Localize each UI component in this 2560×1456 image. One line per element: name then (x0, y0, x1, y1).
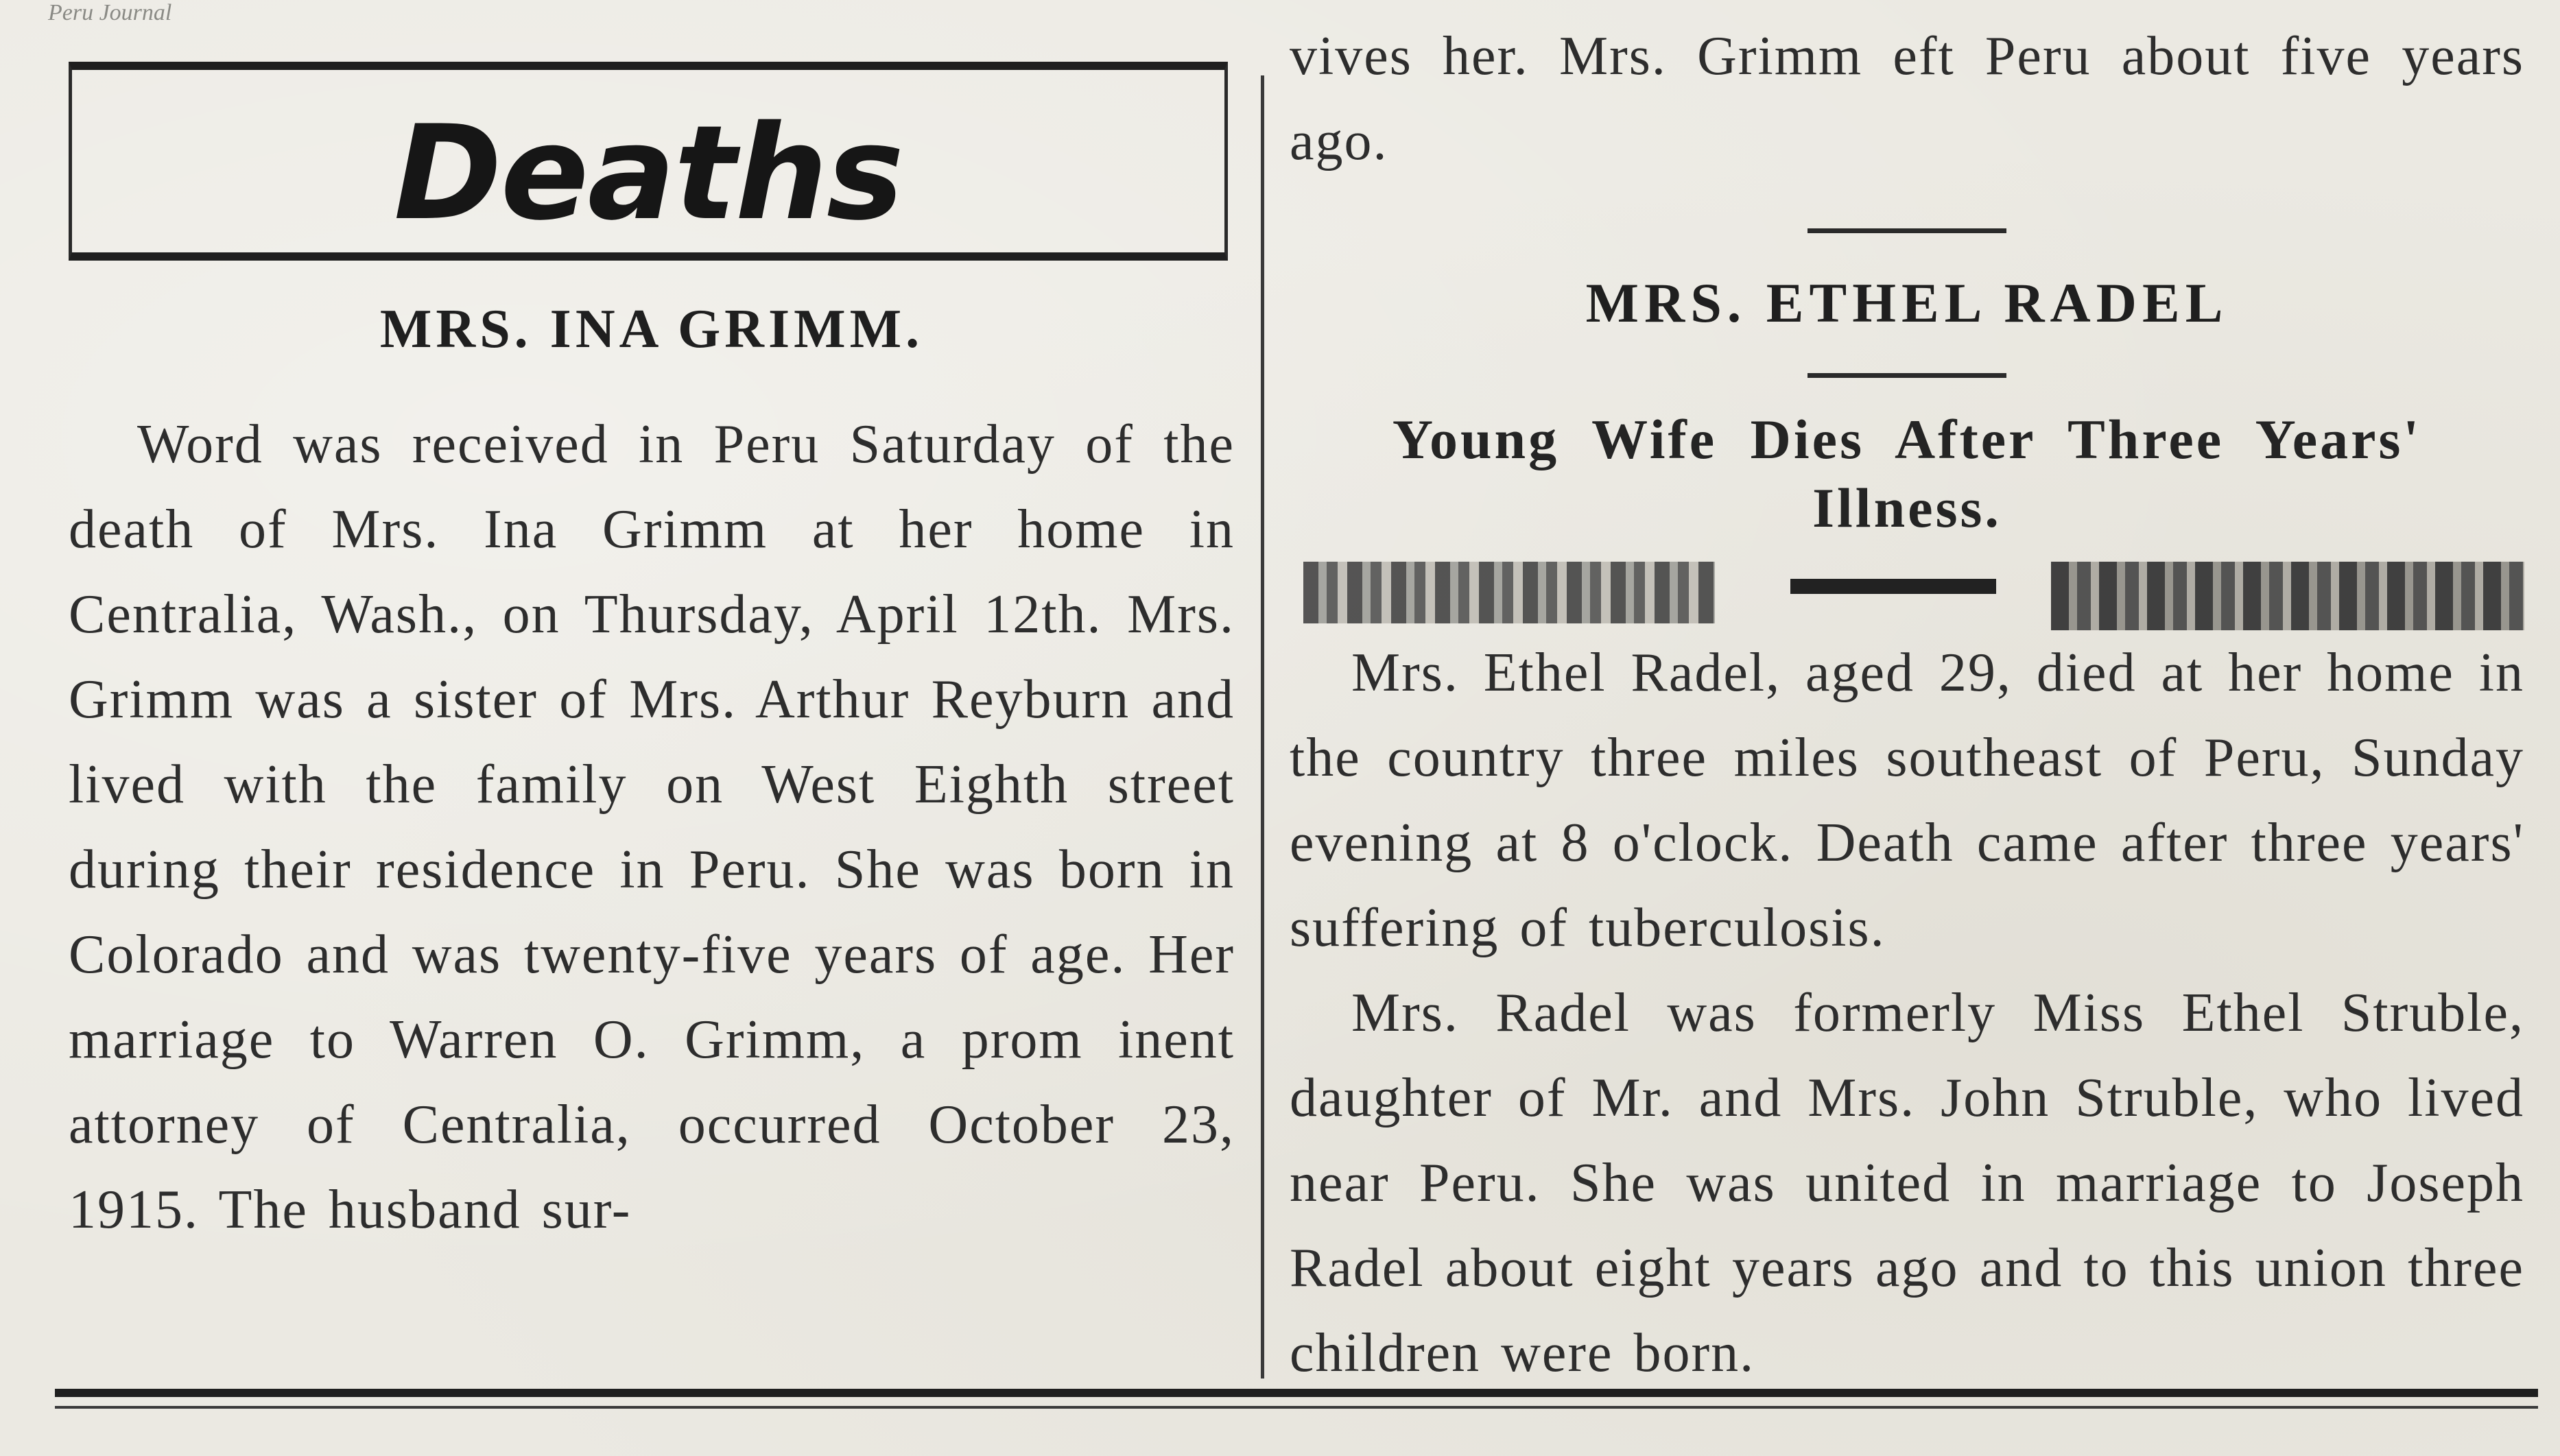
column-divider (1261, 75, 1264, 1379)
smudge-dash (1790, 579, 1996, 594)
obituary-continuation-grimm: vives her. Mrs. Grimm eft Peru about five years ago. (1290, 26, 2524, 171)
obituary-body-grimm: Word was received in Peru Saturday of the death of Mrs. Ina Grimm at her home in Centralia, Wash., on Thursday, April 12th. Mrs. Grimm was a sister of Mrs. Arthur Reyburn and lived with the family on West Eighth street during their residence in Peru. She was born in Colorado and was twenty-five years of age. Her marriage to Warren O. Grimm, a prom inent attorney of Centralia, occurred October 23, 1915. The husband sur- (69, 414, 1235, 1240)
right-column (1290, 14, 2524, 1396)
obituary-subheadline-radel: Young Wife Dies After Three Years' Illness. (1392, 408, 2422, 539)
bottom-rule-thin (55, 1406, 2538, 1409)
section-title: Deaths (394, 97, 903, 249)
obituary-body-radel-2: Mrs. Radel was formerly Miss Ethel Struble, daughter of Mr. and Mrs. John Struble, who lived near Peru. She was united in marriage to Joseph Radel about eight years ago and to this union three children were born. (1290, 983, 2524, 1383)
section-title-box (69, 62, 1228, 261)
bottom-rule (55, 1389, 2538, 1397)
smudge-block (1303, 562, 1715, 623)
obituary-headline-grimm: MRS. INA GRIMM. (379, 299, 924, 359)
obituary-headline-radel: MRS. ETHEL RADEL (1585, 272, 2229, 334)
smudged-print-line (1290, 555, 2524, 630)
smudge-block (2051, 562, 2524, 630)
corner-mark: Peru Journal (48, 0, 172, 25)
separator-rule (1808, 228, 2006, 233)
obituary-body-radel-1: Mrs. Ethel Radel, aged 29, died at her home in the country three miles southeast of Peru, Sunday evening at 8 o'clock. Death came after three years' suffering of tuberculosis. (1290, 643, 2524, 958)
separator-rule (1808, 373, 2006, 378)
left-column (69, 62, 1235, 1252)
